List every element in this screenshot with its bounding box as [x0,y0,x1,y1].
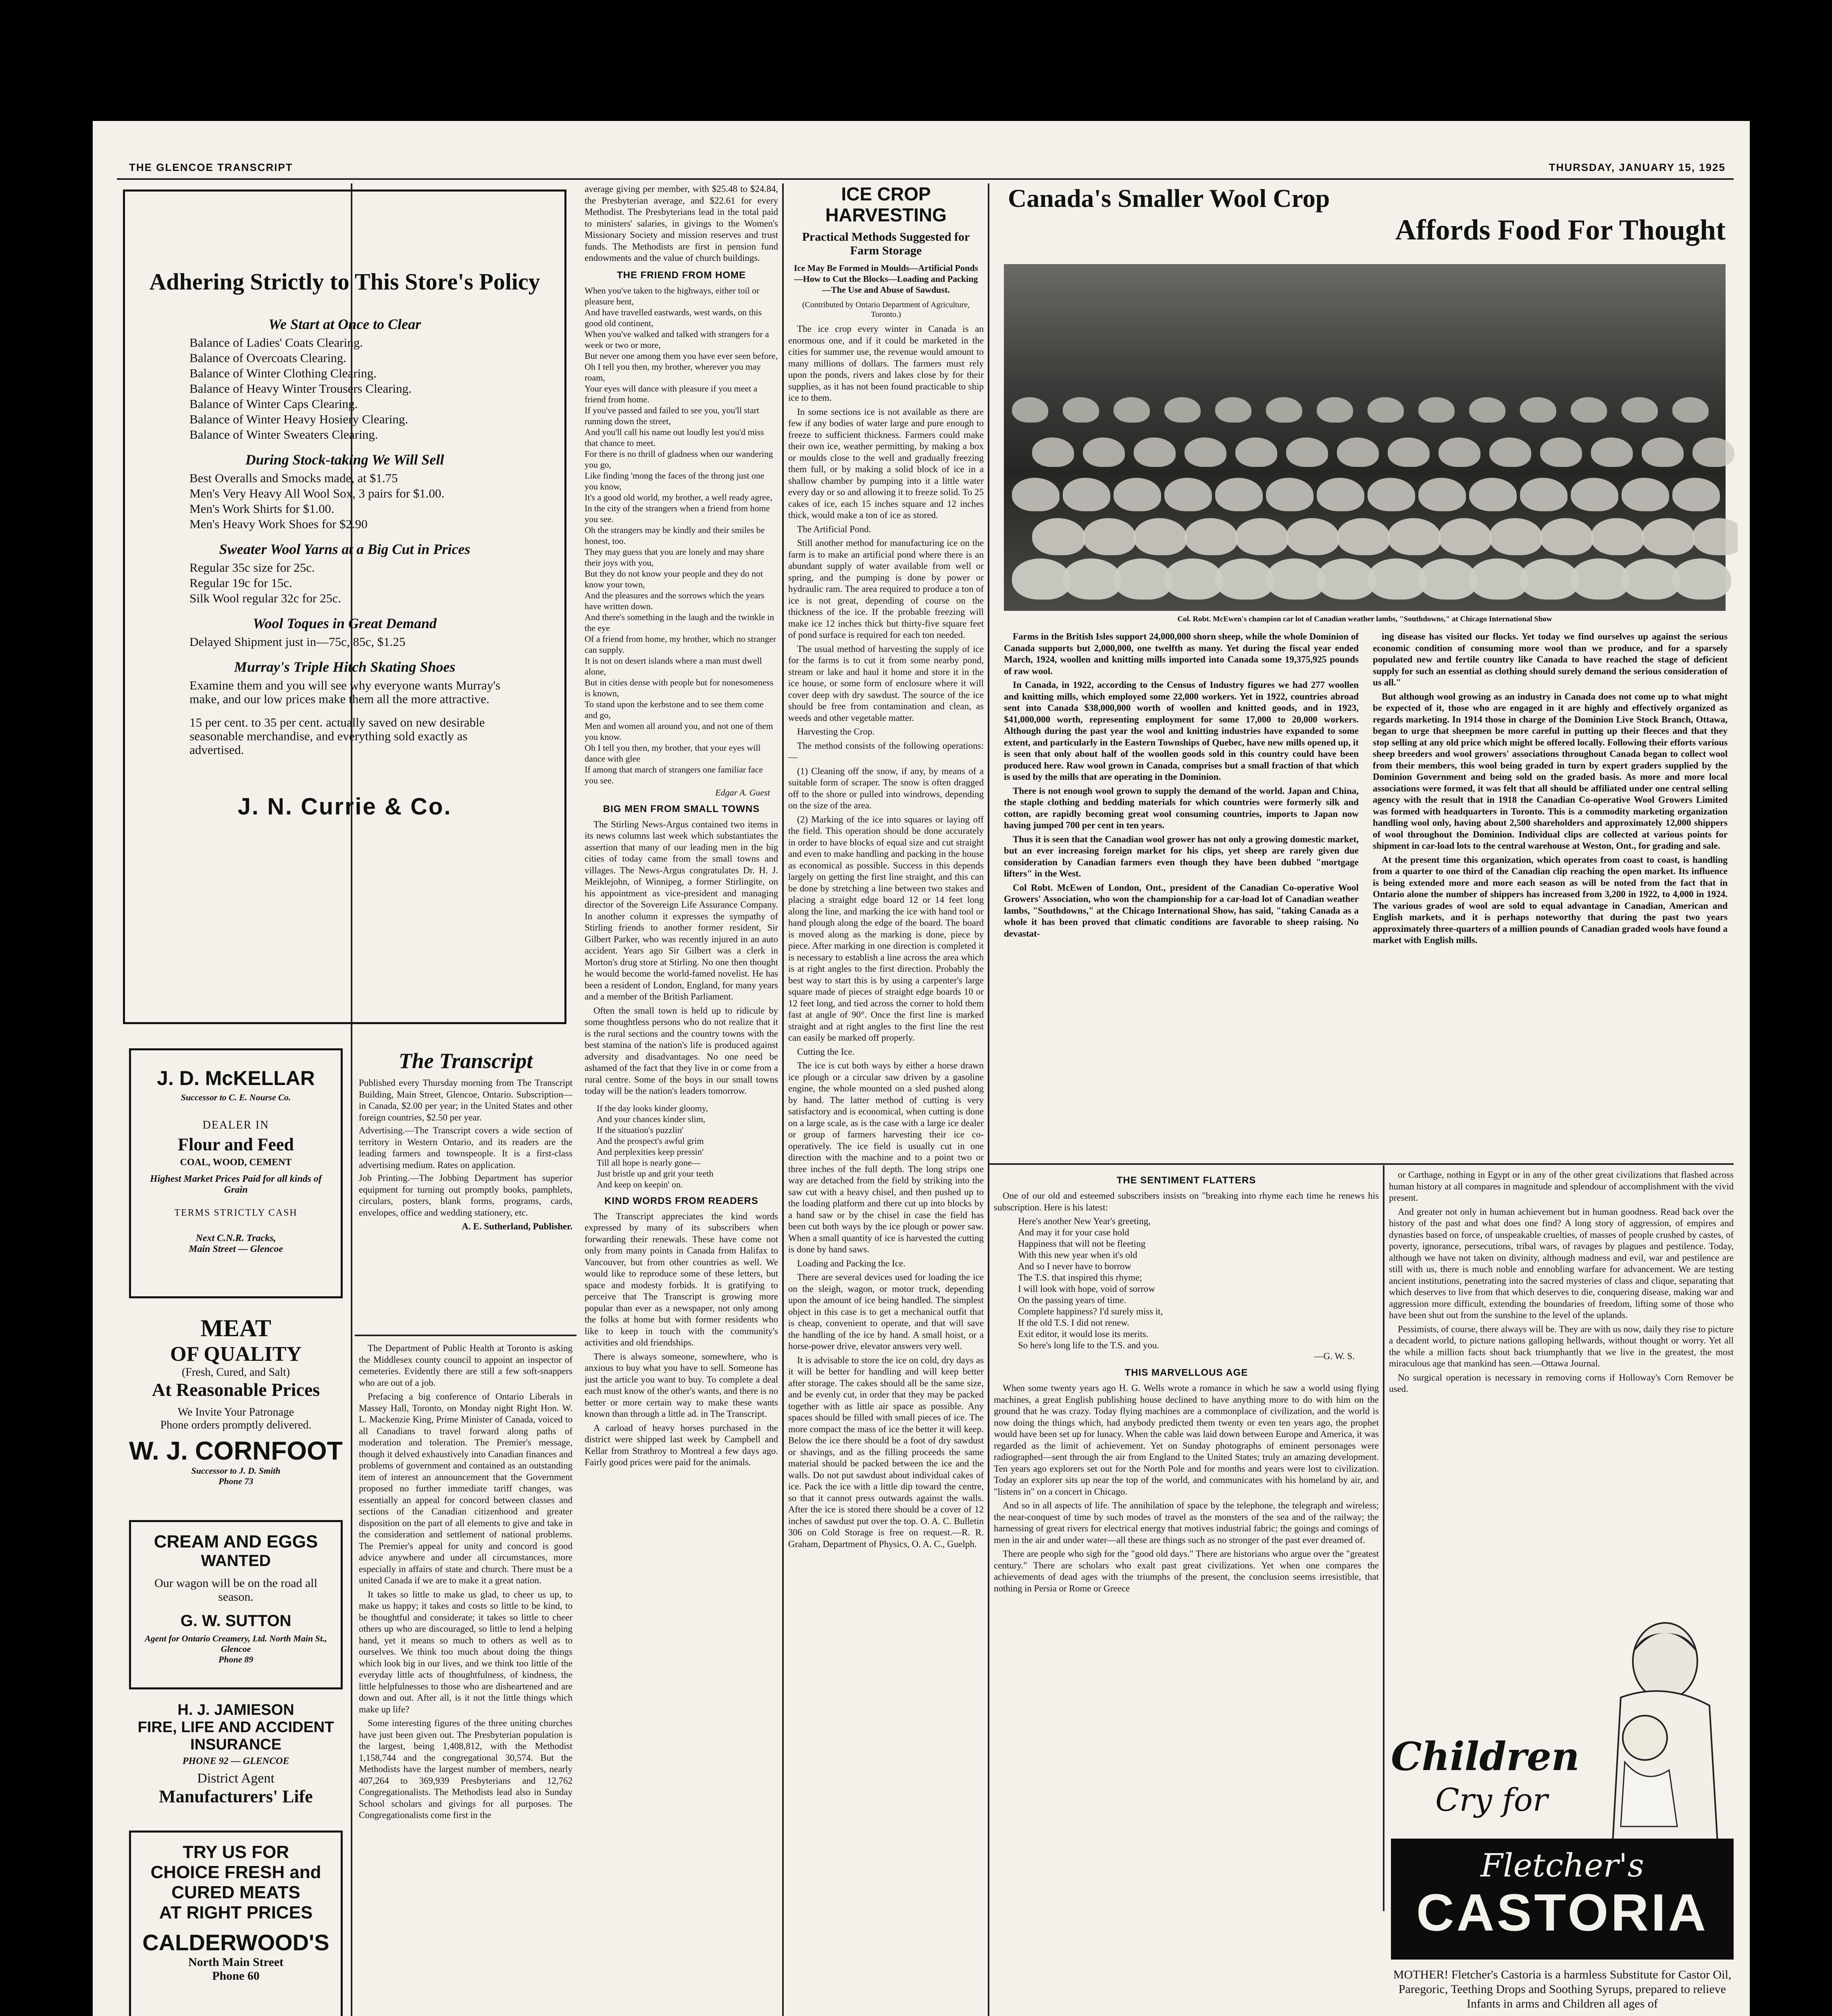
bigmen-heading: BIG MEN FROM SMALL TOWNS [603,803,760,814]
article-paragraph: But although wool growing as an industry in Canada does not come up to what might be expected of it, those who are engaged in it are highly and effectively organized as regards marketing. In 1914 those in charge of the Dominion Live Stock Branch, Ottawa, began to urge that sheepmen be more careful in putting up their fleeces and that they stop selling at any old price which might be offered locally. Following their efforts various sheep breeders and wool growers' associations throughout Canada began to collect wool from their members, this wool being graded in turn by expert graders supplied by the Dominion Government and being sold on the graded basis. As more and more local associations were formed, it was felt that all should be affiliated under one central selling agency with the result that in 1918 the Canadian Co-operative Wool Growers Limited was formed with headquarters in Toronto. This is a commodity marketing organization handling wool only, having about 2,500 shareholders and approximately 12,000 shippers of wool throughout the Dominion. Individual clips are collected at various points for shipment in car-load lots to the central warehouse at Weston, Ont., for grading and sale. [1373,691,1728,851]
sheep-shape [1185,437,1226,467]
paper-name: THE GLENCOE TRANSCRIPT [129,161,293,173]
poem-line: Exit editor, it would lose its merits. [1018,1329,1149,1339]
calderwood-advertisement [129,1831,343,2016]
poem-line: So here's long life to the T.S. and you. [1018,1340,1160,1350]
poem-line: To stand upon the kerbstone and to see them come and go, [585,699,764,720]
sheep-shape [1622,558,1680,600]
sheep-shape [1489,437,1531,467]
calderwood-phone: Phone 60 [212,1969,260,1983]
sheep-shape [1134,518,1187,555]
sheep-shape [1215,558,1274,600]
poem-friend-from-home [585,285,778,786]
carthage-article [1389,1169,1734,1395]
cornfoot-line: We Invite Your Patronage [177,1406,294,1418]
poem-line: When you've walked and talked with strangers for a week or two or more, [585,329,769,350]
poem-line: But never one among them you have ever seen before, [585,350,778,361]
ice-body [788,323,984,1550]
mckellar-location: Next C.N.R. Tracks, [196,1233,276,1243]
ad-section-head: During Stock-taking We Will Sell [245,452,444,468]
mckellar-products2: COAL, WOOD, CEMENT [180,1157,292,1168]
poem-line: And perplexities keep pressin' [597,1146,704,1157]
jamieson-line: INSURANCE [190,1736,281,1753]
ad-clearing-list [189,336,540,442]
poem-line: Just bristle up and grit your teeth [597,1168,714,1179]
sutton-phone: Phone 89 [218,1654,254,1664]
sheep-shape [1032,437,1074,467]
transcript-title: The Transcript [398,1049,533,1073]
mckellar-terms: TERMS STRICTLY CASH [174,1208,298,1218]
ad-list-item: Balance of Winter Sweaters Clearing. [189,427,378,442]
castoria-text: MOTHER! Fletcher's Castoria is a harmless Substitute for Castor Oil, Paregoric, Teething Drops and Soothing Syrups, prepared to relieve Infants in arms and Children all ages of [1393,1968,1732,2010]
poem-line: The T.S. that inspired this rhyme; [1018,1272,1142,1283]
wool-feature [992,183,1738,1163]
sheep-shape [1337,518,1390,555]
article-paragraph: The usual method of harvesting the supply of ice for the farms is to cut it from some nearby pond, stream or lake and haul it home and store it in the ice house, or some form of enclosure where it will cover deep with dry sawdust. The source of the ice should be free from contamination and clean, as weeds and other vegetable matter. [788,644,984,723]
ice-deck: Ice May Be Formed in Moulds—Artificial Ponds—How to Cut the Blocks—Loading and Packing—The Use and Abuse of Sawdust. [793,263,978,295]
article-paragraph: At the present time this organization, which operates from coast to coast, is handling from a quarter to one third of the Canadian clip reaching the open market. Its influence is being extended more and more each season as will be noted from the fact that in Ontario alone the number of shippers has increased from 3,200 in 1922, to 4,000 in 1924. The various grades of wool are sold to equal advantage in Canadian, American and English markets, and it is perhaps noteworthy that during the past two years approximately three-quarters of a million pounds of Canadian graded wools have found a market with English mills. [1373,854,1728,945]
wool-headline-2: Affords Food For Thought [1395,214,1726,246]
sheep-shape [1418,397,1455,423]
article-paragraph: There is always someone, somewhere, who is anxious to buy what you have to sell. Someone has just the article you want to buy. To complete a deal each must know of the other's wants, and there is no better or more certain way to make these wants known than through a little ad. in The Transcript. [585,1351,778,1419]
sheep-shape [1266,478,1314,511]
sheep-shape [1063,478,1110,511]
sheep-shape [1134,437,1176,467]
calderwood-name: CALDERWOOD'S [142,1930,329,1955]
transcript-publisher: A. E. Sutherland, Publisher. [462,1221,572,1231]
sheep-photograph [1004,264,1726,611]
sutton-agent: Agent for Ontario Creamery, Ltd. North Main St., Glencoe [144,1633,327,1654]
ad-list-item: Silk Wool regular 32c for 25c. [189,591,341,605]
ad-list-item: Balance of Winter Heavy Hosiery Clearing. [189,412,408,426]
article-paragraph: The Artificial Pond. [797,524,871,534]
article-paragraph: It is advisable to store the ice on cold, dry days as it will be better for handling and will keep better after storage. The cakes should all be the same size, and be evenly cut, in order that they may be packed together with as little air space as possible. Any spaces should be filled with small pieces of ice. The more compact the mass of ice the better it will keep. Below the ice there should be a foot of dry sawdust or shavings, and as the filling proceeds the same material should be packed between the ice and the walls. Do not put sawdust about individual cakes of ice. Pack the ice with a little dip toward the centre, so that it cannot press outwards against the walls. After the ice is stored there should be a cover of 12 inches of sawdust put over the top. O. A. C. Bulletin 306 on Cold Storage is free on request.—R. R. Graham, Department of Physics, O. A. C., Guelph. [788,1355,984,1549]
ad-list-item: Balance of Overcoats Clearing. [189,351,347,365]
transcript-advertising: Advertising.—The Transcript covers a wide section of territory in Western Ontario, and its readers are the leading farmers and townspeople. It is a first-class advertising medium. Rates on application. [359,1125,572,1170]
sheep-shape [1164,558,1223,600]
poem-line: And your chances kinder slim, [597,1114,706,1124]
sheep-shape [1591,437,1633,467]
sheep-shape [1368,478,1415,511]
ad-list-item: Best Overalls and Smocks made, at $1.75 [189,471,398,485]
sheep-shape [1286,518,1339,555]
sheep-shape [1063,397,1099,423]
transcript-info-box [359,1048,572,1331]
poem-line: Complete happiness? I'd surely miss it, [1018,1306,1163,1316]
poem-line: Oh I tell you then, my brother, that your eyes will dance with glee [585,742,761,764]
sheep-shape [1266,558,1325,600]
poem-line: Oh I tell you then, my brother, wherever you may roam, [585,361,761,383]
sheep-shape [1672,558,1731,600]
sheep-shape [1693,437,1734,467]
poem-line: If the old T.S. I did not renew. [1018,1318,1130,1328]
sheep-shape [1012,558,1071,600]
sheep-shape [1337,437,1379,467]
poem-line: And the prospect's awful grim [597,1135,704,1146]
ad-list-item: Men's Work Shirts for $1.00. [189,502,335,516]
article-paragraph: The method consists of the following operations:— [788,740,984,762]
ad-list-item: Balance of Winter Caps Clearing. [189,397,358,411]
sheep-shape [1388,437,1430,467]
calderwood-line: CHOICE FRESH and [150,1862,321,1882]
sheep-shape [1164,397,1201,423]
ad-list-item: Regular 19c for 15c. [189,576,292,590]
kind-words-article [585,1211,778,1468]
sheep-shape [1469,558,1528,600]
sheep-shape [1693,518,1738,555]
poem-line: Here's another New Year's greeting, [1018,1216,1151,1226]
poem-line: And have travelled eastwards, west wards, on this good old continent, [585,307,762,328]
sheep-shape [1286,437,1328,467]
article-paragraph: ing disease has visited our flocks. Yet today we find ourselves up against the serious economic condition of consuming more wool than we produce, and for a sparsely populated new and fertile country like Canada to have reached the stage of deficient supply for such an essential as clothing should surely demand the serious consideration of us all." [1373,631,1728,687]
sutton-line: Our wagon will be on the road all season. [154,1577,318,1604]
jamieson-company: Manufacturers' Life [159,1787,313,1806]
poem-author: Edgar A. Guest [715,787,770,798]
bigmen-article [585,819,778,1097]
poem-line: And you'll call his name out loudly lest you'd miss that chance to meet. [585,427,764,448]
poem-line: But in cities dense with people but for nonesomeness is known, [585,677,774,698]
sheep-shape [1266,397,1302,423]
newspaper-page [93,121,1750,2016]
transcript-printing: Job Printing.—The Jobbing Department has superior equipment for turning out promptly books, pamphlets, circulars, posters, blank forms, programs, cards, envelopes, office and wedding stationery, etc. [359,1173,572,1218]
ad-toque-list [189,635,540,649]
sheep-shape [1591,518,1644,555]
poem-line: And so I never have to borrow [1018,1261,1132,1271]
mckellar-products: Flour and Feed [178,1135,294,1154]
sheep-shape [1489,518,1543,555]
ad-headline: Adhering Strictly to This Store's Policy [149,269,540,295]
sutton-advertisement [129,1520,343,1689]
sheep-shape [1418,478,1466,511]
sheep-shape [1418,558,1477,600]
wool-text-col2 [1373,631,1728,949]
sutton-line: WANTED [201,1552,271,1570]
article-paragraph: Loading and Packing the Ice. [797,1258,906,1268]
sheep-shape [1012,478,1060,511]
ad-savings-text: 15 per cent. to 35 per cent. actually saved on new desirable seasonable merchandise, and everything sold exactly as advertised. [189,715,485,757]
sheep-shape [1642,437,1684,467]
poem-line: It is not on desert islands where a man must dwell alone, [585,655,762,677]
calderwood-line: TRY US FOR [182,1842,289,1862]
ad-yarn-list [189,561,540,605]
kind-words-heading: KIND WORDS FROM READERS [604,1195,758,1206]
sheep-shape [1520,478,1568,511]
sheep-shape [1520,558,1579,600]
mckellar-name: J. D. McKELLAR [157,1067,315,1089]
castoria-cry-for: Cry for [1435,1782,1548,1818]
church-stats-text: average giving per member, with $25.48 to $24.84, the Presbyterian average, and $22.61 for every Methodist. The Presbyterians lead in the total paid to ministers' salaries, in givings to the Women's Missionary Society and mission reserves and trust funds. The Methodists are first in pension fund endowments and the value of church buildings. [585,184,778,263]
cornfoot-phone: Phone 73 [218,1476,254,1486]
ad-list-item: Balance of Winter Clothing Clearing. [189,366,377,380]
article-paragraph: And greater not only in human achievement but in human goodness. Read back over the history of the past and what does one find? A long story of aggression, of empires and dynasties based on force, of unspeakable cruelties, of masses of people crushed by castes, of poverty, ignorance, persecutions, tribal wars, of ravages by plagues and pestilence. Today, although we have not taken on divinity, although madness and evil, war and pestilence are still with us, there is much noble and ennobling warfare for advancement. We are testing ancient institutions, penetrating into the sacred mysteries of class and clique, separating that which deserves to live from that which deserves to die, conquering disease, making war and aggression more difficult, extending the boundaries of freedom, lifting some of those who have been shut out from the sunshine to the level of the uplands. [1389,1206,1734,1320]
sheep-shape [1622,397,1658,423]
sheep-shape [1114,397,1150,423]
article-paragraph: Still another method for manufacturing ice on the farm is to make an artificial pond where there is an abundant supply of water available from well or spring, and the pumping is done by power or hydraulic ram. The area required to produce a ton of ice is not great, depending of course on the thickness of the ice. If the probable freezing will make ice 12 inches thick but thirty-five square feet of pond surface is required for each ton needed. [788,538,984,640]
ice-crop-article [788,183,984,2016]
poem-line: I will look with hope, void of sorrow [1018,1284,1155,1294]
column-two [585,183,778,2016]
article-paragraph: In some sections ice is not available as there are few if any bodies of water large and pure enough to freeze to sufficient thickness. Farmers could make their own ice, weather permitting, by making a box or moulds close to the well and gradually freezing them full, or by making a solid block of ice in a shallow chamber by pumping into it a little water every day or so and allowing it to freeze solid. To 25 cakes of ice, each 15 inches square and 12 inches thick, would make a ton of ice as stored. [788,406,984,520]
column-rule [1383,1165,1384,1911]
flatters-heading: THE SENTIMENT FLATTERS [1116,1175,1256,1186]
ad-list-item: Balance of Heavy Winter Trousers Clearing. [189,381,412,396]
article-paragraph: Farms in the British Isles support 24,000,000 shorn sheep, while the whole Dominion of Canada supports but 2,000,000, one twelfth as many. Yet during the fiscal year ended March, 1924, woollen and knitting mills imported into Canada some 19,375,925 pounds of raw wool. [1004,631,1359,676]
flatters-poem [1018,1216,1379,1351]
mckellar-successor: Successor to C. E. Nourse Co. [181,1092,291,1102]
article-paragraph: Col Robt. McEwen of London, Ont., president of the Canadian Co-operative Wool Growers' Association, who won the championship for a car-load lot of Canadian weather lambs, "Southdowns," at the Chicago International Show, has said, "taking Canada as a whole it has been proved that climatic conditions are favorable to sheep raising. No devastat- [1004,882,1359,939]
ad-list-item: Delayed Shipment just in—75c, 85c, $1.25 [189,635,406,649]
section-rule [355,1335,577,1336]
photo-caption: Col. Robt. McEwen's champion car lot of Canadian weather lambs, "Southdowns," at Chicago International Show [1177,615,1552,623]
transcript-text: Published every Thursday morning from The Transcript Building, Main Street, Glencoe, Ontario. Subscription—in Canada, $2.00 per year; in the United States and other foreign countries, $2.50 per year. [359,1078,572,1123]
poem-line: If the situation's puzzlin' [597,1125,684,1135]
sheep-shape [1540,518,1593,555]
castoria-brand-script: Fletcher's [1480,1847,1644,1884]
ad-section-head: We Start at Once to Clear [268,316,421,332]
poem-line: And may it for your case hold [1018,1227,1129,1237]
mother-child-illustration [1597,1617,1734,1843]
cornfoot-line: (Fresh, Cured, and Salt) [181,1366,290,1379]
article-paragraph: A carload of heavy horses purchased in the district were shipped last week by Campbell and Kellar from Strathroy to Montreal a few days ago. Fairly good prices were paid for the animals. [585,1422,778,1467]
jamieson-name: H. J. JAMIESON [177,1702,294,1718]
poem-line: When you've taken to the highways, either toil or pleasure bent, [585,285,760,306]
sheep-shape [1083,518,1136,555]
issue-date: THURSDAY, JANUARY 15, 1925 [1549,161,1726,173]
sheep-shape [1185,518,1238,555]
article-paragraph: or Carthage, nothing in Egypt or in any of the other great civilizations that flashed across human history at all compares in magnitude and splendour of accomplishment with the vivid present. [1389,1170,1734,1203]
ad-sale-list [189,471,540,531]
sheep-shape [1063,558,1122,600]
sheep-shape [1235,437,1277,467]
sheep-shape [1032,518,1085,555]
keep-on-poem [597,1103,778,1190]
mckellar-dealer: DEALER IN [202,1119,269,1131]
masthead-rule [117,178,1734,180]
sheep-shape [1469,397,1505,423]
article-paragraph: There is not enough wool grown to supply the demand of the world. Japan and China, the staple clothing and bedding materials for which countries were formerly silk and cotton, are rapidly becoming great wool consuming countries, imports to Japan now having jumped 700 per cent in ten years. [1004,785,1359,830]
wool-headline-1: Canada's Smaller Wool Crop [1008,184,1330,212]
marvellous-article [994,1383,1379,1594]
article-paragraph: (1) Cleaning off the snow, if any, by means of a suitable form of scraper. The snow is often dragged off to the shore or pulled into windrows, depending on the size of the area. [788,766,984,810]
poem-line: If among that march of strangers one familiar face you see. [585,764,763,785]
mckellar-prices: Highest Market Prices Paid for all kinds of Grain [150,1174,322,1195]
ice-subhead: Practical Methods Suggested for Farm Storage [802,230,970,257]
column-rule [988,183,989,2016]
sheep-shape [1520,397,1556,423]
sutton-line: CREAM AND EGGS [154,1532,318,1552]
mckellar-advertisement [129,1048,343,1298]
sheep-shape [1317,558,1376,600]
article-paragraph: Harvesting the Crop. [797,727,875,737]
article-paragraph: When some twenty years ago H. G. Wells wrote a romance in which he saw a world using flying machines, a great English publishing house declined to have anything more to do with him on the ground that he was crazy. Today flying machines are a commonplace of civilization, and the world is now doing the things which, had anybody predicted them twenty or even ten years ago, the prophet would have been set up for lunacy. When the cable was laid down between Europe and America, it was regarded as the limit of achievement. Yet on Sunday photographs of eminent personages were radiographed—sent through the air from England to the United States; truly an amazing development. Ten years ago explorers set out for the North Pole and for months and years were lost to civilization. Today an explorer sits up near the top of the world, and communicates with his homeland by air, and "listens in" on a concert in Chicago. [994,1383,1379,1497]
article-paragraph: Some interesting figures of the three uniting churches have just been given out. The Presbyterian population is the largest, being 1,408,812, with the Methodist 1,158,744 and the congregational 30,574. But the Methodists have the largest number of members, nearly 407,264 to 369,939 Presbyterians and 12,762 Congregationalists. The Methodists lead also in Sunday School scholars and givings for all purposes. The Congregationalists come first in the [359,1718,572,1820]
poem-line: But they do not know your people and they do not know your town, [585,568,763,589]
sheep-shape [1215,397,1251,423]
poem-line: Men and women all around you, and not one of them you know. [585,721,773,742]
castoria-brand-name: CASTORIA [1416,1883,1709,1942]
article-paragraph: Thus it is seen that the Canadian wool grower has not only a growing domestic market, but an ever increasing foreign market for his clips, yet sheep are rarely given due consideration by Canadian farmers even though they have been dubbed "mortgage lifters" in the West. [1004,834,1359,879]
sheep-shape [1368,558,1426,600]
article-paragraph: The ice is cut both ways by either a horse drawn ice plough or a circular saw driven by a gasoline engine, the whole mounted on a sled pushed along by hand. The latter method of cutting is very satisfactory and is economical, when cutting is done on a large scale, as is the case with a large ice dealer or group of farmers harvesting their ice co-operatively. The ice field is usually cut in one direction with the machine and to a point two or three inches of the full depth. The long strips one way are detached from the field by striking into the saw cut with a heavy chisel, and then pushed up to the loading platform and there cut up into blocks by a hand saw or by the chisel in case the field has been cut both ways by the ice plough or power saw. When a small quantity of ice is harvested the cutting is done by hand saws. [788,1060,984,1254]
column-rule [782,183,784,2016]
poem-line: With this new year when it's old [1018,1250,1137,1260]
cornfoot-line: OF QUALITY [170,1343,302,1366]
flatters-intro: One of our old and esteemed subscribers insists on "breaking into rhyme each time he renews his subscription. Here is his latest: [994,1191,1379,1212]
sheep-shape [1469,478,1517,511]
ad-skates-text: Examine them and you will see why everyone wants Murray's make, and our low prices make them all the more attractive. [189,678,500,706]
ad-section-head: Wool Toques in Great Demand [252,615,437,631]
article-paragraph: There are people who sigh for the "good old days." There are historians who argue over the "greatest century." There are scholars who exalt past great civilizations. Yet when one compares the achievements of dead ages with the triumphs of the present, the conclusion seems irresistible, that nothing in Persia or Rome or Greece [994,1549,1379,1593]
cornfoot-line: MEAT [200,1315,271,1341]
flatters-author: —G. W. S. [1314,1351,1355,1361]
sheep-shape [1571,478,1618,511]
editorial-column [359,1343,572,2016]
column-sentiment [994,1169,1379,2016]
sheep-shape [1317,397,1353,423]
poem-line: Till all hope is nearly gone— [597,1157,701,1168]
sheep-shape [1114,478,1161,511]
sheep-shape [1571,397,1607,423]
ice-headline: ICE CROP HARVESTING [825,183,947,225]
ad-list-item: Men's Very Heavy All Wool Sox, 3 pairs for $1.00. [189,486,445,500]
castoria-brand-panel [1391,1839,1734,1960]
ad-section-head: Sweater Wool Yarns at a Big Cut in Prices [219,541,470,557]
article-paragraph: Cutting the Ice. [797,1046,855,1057]
ad-section-head: Murray's Triple Hitch Skating Shoes [234,659,456,675]
cornfoot-successor: Successor to J. D. Smith [191,1466,281,1476]
cornfoot-line: Phone orders promptly delivered. [160,1419,312,1431]
article-paragraph: No surgical operation is necessary in removing corns if Holloway's Corn Remover be used. [1389,1372,1734,1394]
sheep-shape [1672,397,1709,423]
poem-line: And keep on keepin' on. [597,1179,683,1189]
ice-credit: (Contributed by Ontario Department of Agriculture, Toronto.) [802,300,970,319]
calderwood-line: CURED MEATS [171,1883,300,1902]
poem-line: If you've passed and failed to see you, you'll start running down the street, [585,405,760,426]
sheep-shape [1012,397,1048,423]
article-paragraph: (2) Marking of the ice into squares or laying off the field. This operation should be done accurately in order to have blocks of equal size and cut straight and even to make handling and packing in the house as economical as possible. Success in this depends largely on getting the first line straight, and this can be done by stretching a line between two stakes and placing a straight edge board 12 or 14 feet long along the line, and marking the ice with hand tool or hand plough along the edge of the board. The board is moved along as the marking is done, piece by piece. After marking in one direction is completed it is necessary to establish a line across the area which is at right angles to the first direction. Probably the best way to start this is by using a carpenter's large square made of pieces of straight edge boards 10 or 12 feet long, and tied across the corner to hold them fast at angle of 90°. Once the first line is marked straight and at right angles to the first line the rest can easily be marked off properly. [788,814,984,1043]
wool-text-col1 [1004,631,1359,942]
article-paragraph: Prefacing a big conference of Ontario Liberals in Massey Hall, Toronto, on Monday night Right Hon. W. L. Mackenzie King, Prime Minister of Canada, voiced to all Canadians to travel forward along paths of moderation and toleration. The Premier's message, though it delved exhaustively into Canadian finances and problems of government and contained as an outstanding item of interest an announcement that the Government proposed no further immediate tariff changes, was essentially an appeal for concord between classes and sections of the Canadian citizenhood and greater disposition on the part of all elements to give and take in the consideration and settlement of national problems. The Premier's appeal for unity and concord is good advice anywhere and under all circumstances, more especially in affairs of state and church. There must be a united Canada if we are to make it a great nation. [359,1391,572,1585]
mckellar-location: Main Street — Glencoe [189,1244,283,1254]
sheep-shape [1672,478,1720,511]
poem-line: Happiness that will not be fleeting [1018,1239,1146,1249]
article-paragraph: The Department of Public Health at Toronto is asking the Middlesex county council to appoint an inspector of cemeteries. Evidently there are still a few soft-snappers who are out of a job. [359,1343,572,1388]
sheep-shape [1215,478,1263,511]
poem-line: Oh the strangers may be kindly and their smiles be honest, too. [585,525,765,546]
poem-line: For there is no thrill of gladness when our wandering you go, [585,448,773,470]
poem-line: Your eyes will dance with pleasure if you meet a friend from home. [585,383,758,404]
sheep-shape [1439,518,1492,555]
ad-signature: J. N. Currie & Co. [237,793,452,820]
poem-line: If the day looks kinder gloomy, [597,1103,708,1113]
jamieson-agent: District Agent [197,1771,275,1786]
article-paragraph: Often the small town is held up to ridicule by some thoughtless persons who do not realize that it is the rural sections and the country towns with the best stamina of the nation's life is produced against adversity and disadvantages. No one need be ashamed of the fact that they live in or come from a rural centre. Some of the boys in our small towns today will be the nation's leaders tomorrow. [585,1005,778,1096]
currie-advertisement [123,190,566,1024]
article-paragraph: The Transcript appreciates the kind words expressed by many of its subscribers when forwarding their renewals. These have come not only from many points in Canada from Halifax to Vancouver, but from other countries as well. We would like to reproduce some of these letters, but space and modesty forbids. It is gratifying to perceive that The Transcript is growing more popular than ever as a newspaper, not only among the folks at home but with former residents who like to keep in touch with the community's activities and old friendships. [585,1211,778,1347]
ad-list-item: Balance of Ladies' Coats Clearing. [189,335,363,350]
article-paragraph: In Canada, in 1922, according to the Census of Industry figures we had 277 woollen and knitting mills, which employed some 22,000 workers. Yet in 1922, countries abroad sent into Canada $38,000,000 worth of woollen and knitted goods, and in 1923, $41,000,000 worth, representing employment for some 17,000 to 20,000 workers. Although during the past year the wool and knitting industries have expanded to some extent, and particularly in the Eastern Townships of Quebec, have new mills opened up, it is seen that only about half of the woollen goods sold in this country could have been produced here. Raw wool grown in Canada, comprises but a small fraction of that which is used by the mills that are operating in the Dominion. [1004,680,1359,782]
ad-list-item: Men's Heavy Work Shoes for $2.90 [189,517,368,531]
calderwood-street: North Main Street [188,1956,284,1969]
cornfoot-advertisement [129,1314,343,1512]
castoria-children: Children [1391,1734,1580,1779]
sheep-shape [1368,397,1404,423]
poem-line: In the city of the strangers when a friend from home you see. [585,503,770,524]
jamieson-phone: PHONE 92 — GLENCOE [182,1756,289,1766]
poem-line: Like finding 'mong the faces of the throng just one you know, [585,470,764,492]
jamieson-line: FIRE, LIFE AND ACCIDENT [137,1719,334,1736]
poem-line: Of a friend from home, my brother, which no stranger can supply. [585,633,777,655]
marvellous-heading: THIS MARVELLOUS AGE [1124,1367,1248,1378]
poem-heading: THE FRIEND FROM HOME [617,269,746,281]
jamieson-advertisement [129,1702,343,1822]
ad-list-item: Regular 35c size for 25c. [189,560,315,575]
sheep-shape [1235,518,1289,555]
sheep-shape [1164,478,1212,511]
sheep-shape [1642,518,1695,555]
article-paragraph: It takes so little to make us glad, to cheer us up, to make us happy; it takes and costs so little to be kind, to be thoughtful and considerate; it takes so little to cheer others up who are discouraged, so little to lend a helping hand, yet it means so much to others as well as to ourselves. We think too much about doing the things which look big in our lives, and we think too little of the everyday little acts of thoughtfulness, of kindness, the little helpfulnesses to those who are disheartened and are down and out. After all, is it not the little things which make up life? [359,1589,572,1714]
sutton-name: G. W. SUTTON [180,1612,291,1630]
poem-line: And the pleasures and the sorrows which the years have written down. [585,590,764,611]
sheep-shape [1083,437,1125,467]
sheep-shape [1388,518,1441,555]
castoria-advertisement [1387,1613,1738,2016]
poem-line: And there's something in the laugh and the twinkle in the eye [585,612,774,633]
sheep-shape [1622,478,1669,511]
cornfoot-line: At Reasonable Prices [152,1379,320,1400]
sheep-shape [1439,437,1480,467]
sheep-shape [1540,437,1582,467]
cornfoot-name: W. J. CORNFOOT [129,1436,343,1465]
article-paragraph: Pessimists, of course, there always will be. They are with us now, daily they rise to picture a decadent world, to picture nations galloping hellwards, without thought or worry. Yet all the while a million facts shout back triumphantly that we live in the greatest, the most miraculous age that mankind has seen.—Ottawa Journal. [1389,1324,1734,1368]
poem-line: They may guess that you are lonely and may share their joys with you, [585,546,764,568]
sheep-shape [1571,558,1630,600]
section-rule [988,1163,1734,1165]
article-paragraph: The Stirling News-Argus contained two items in its news columns last week which substantiates the assertion that many of our leading men in the big cities of today came from the small towns and villages. The News-Argus congratulates Dr. H. J. Meiklejohn, of Winnipeg, a former Stirlingite, on his appointment as vice-president and managing director of the Sovereign Life Assurance Company. In another column it expresses the sympathy of Stirling friends to another former resident, Sir Gilbert Parker, who was recently injured in an auto accident. Years ago Sir Gilbert was a clerk in Morton's drug store at Stirling. No one then thought he would become the world-famed novelist. He has been a resident of London, England, for many years and a member of the British Parliament. [585,819,778,1002]
calderwood-line: AT RIGHT PRICES [159,1903,313,1922]
article-paragraph: And so in all aspects of life. The annihilation of space by the telephone, the telegraph and wireless; the near-conquest of time by such modes of travel as the monsters of the sea and of the railway; the harnessing of great rivers for electrical energy that motives industrial fabric; the goings and comings of men in the air and under water—all these are things such as no stronger of the past ever dreamed of. [994,1500,1379,1545]
sheep-shape [1317,478,1364,511]
poem-line: On the passing years of time. [1018,1295,1126,1305]
sheep-shape [1114,558,1172,600]
article-paragraph: There are several devices used for loading the ice on the sleigh, wagon, or motor truck, depending upon the amount of ice being handled. The simplest object in this case is to get a mechanical outfit that is cheap, convenient to operate, and that will save the handling of the ice by hand. A small hoist, or a horse-power drive, elevator answers very well. [788,1272,984,1351]
poem-line: It's a good old world, my brother, a well ready agree, [585,492,772,502]
article-paragraph: The ice crop every winter in Canada is an enormous one, and if it could be marketed in the cities for summer use, the revenue would amount to many millions of dollars. The farmers must rely upon the ponds, rivers and lakes close by for their supplies, as it has not been found practicable to ship ice to them. [788,324,984,403]
